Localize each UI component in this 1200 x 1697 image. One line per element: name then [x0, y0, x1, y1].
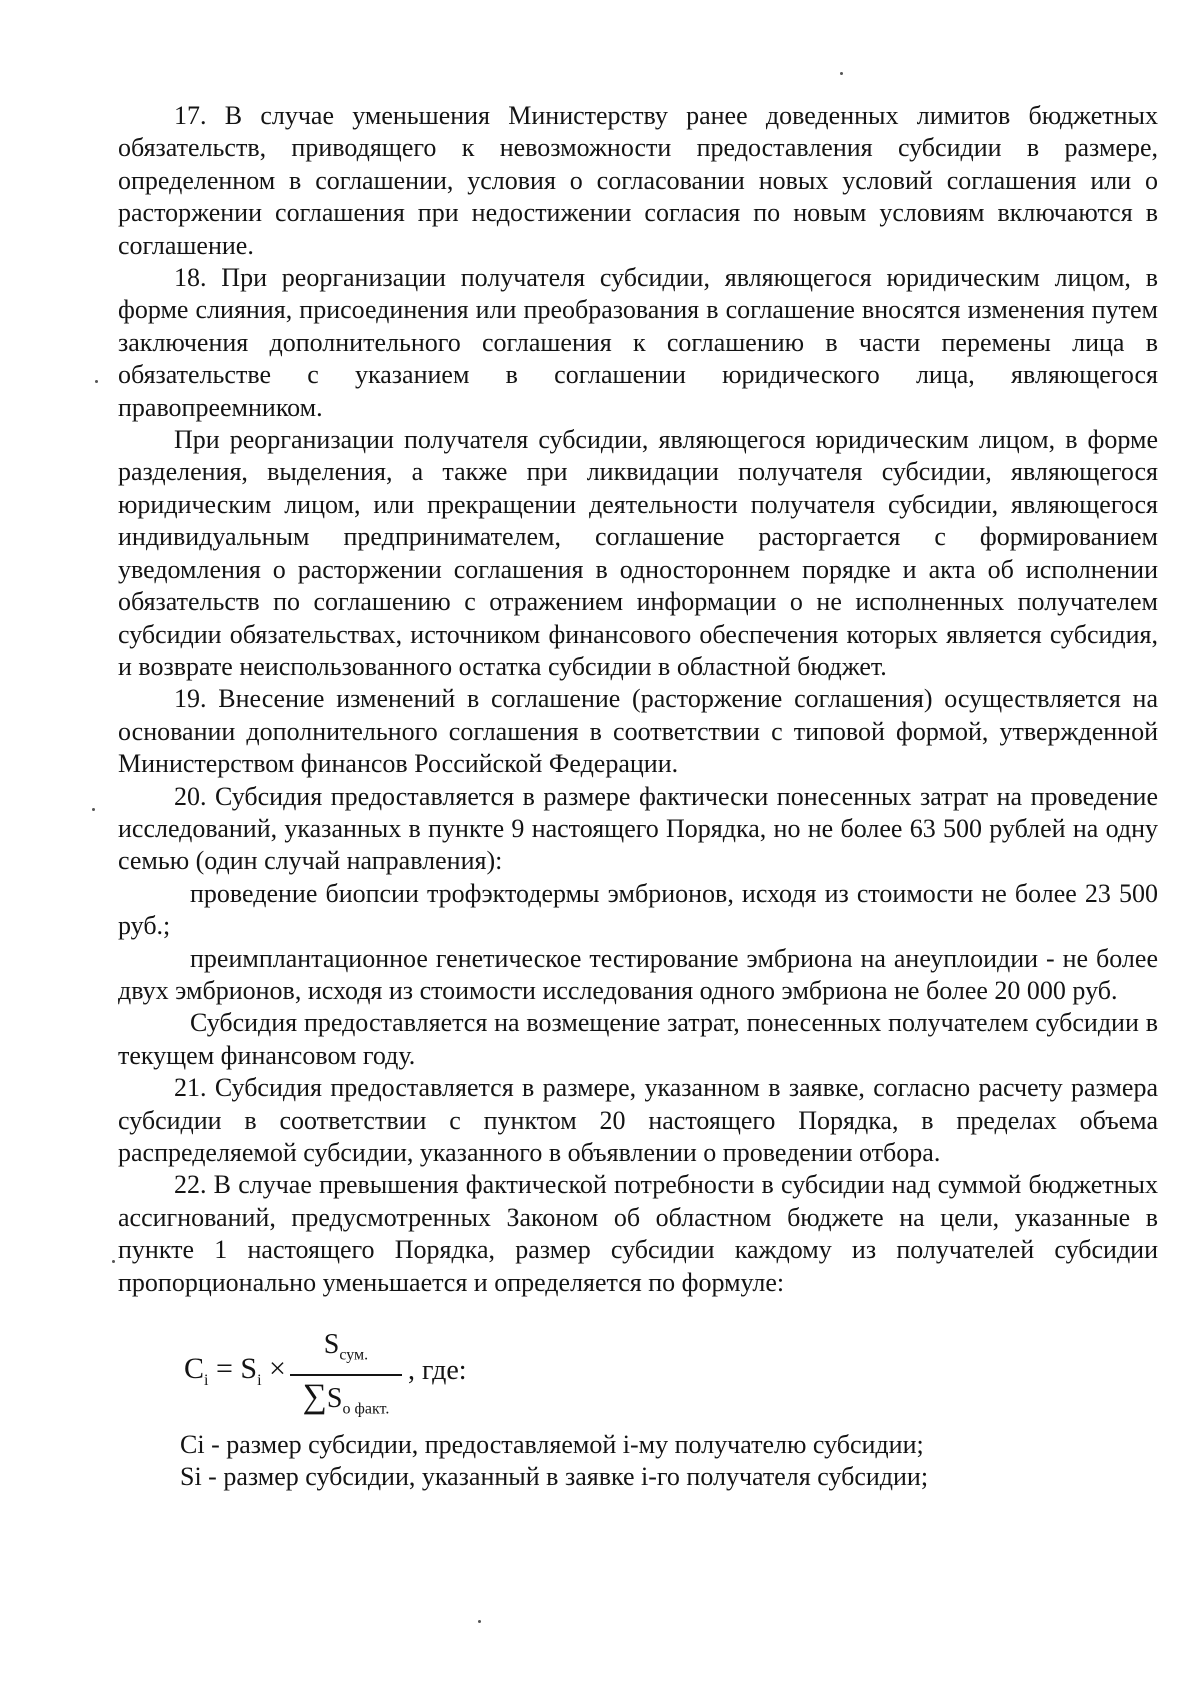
- definition-si: Si - размер субсидии, указанный в заявке i-го получателя субсидии;: [180, 1462, 929, 1492]
- paragraph-20: 20. Субсидия предоставляется в размере фактически понесенных затрат на проведение исследований, указанных в пункте 9 настоящего Порядка, но не более 63 500 рублей на одну семью (один случай направления):: [118, 781, 1158, 876]
- paragraph-20-item-1: проведение биопсии трофэктодермы эмбрионов, исходя из стоимости не более 23 500 руб.;: [118, 878, 1158, 941]
- paragraph-20-note: Субсидия предоставляется на возмещение затрат, понесенных получателем субсидии в текущем финансовом году.: [118, 1008, 1158, 1070]
- scan-speck: [840, 72, 843, 75]
- scan-speck: [478, 1620, 481, 1623]
- formula-lhs: $C_i = S_i$ ×: [184, 1352, 286, 1390]
- subsidy-formula: [118, 1323, 1158, 1419]
- paragraph-20-item-2: преимплантационное генетическое тестирование эмбриона на анеуплоидии - не более двух эмбрионов, исходя из стоимости исследования одного эмбриона не более 20 000 руб.: [118, 943, 1158, 1005]
- document-page: [118, 100, 1158, 1494]
- fraction-bar: [290, 1374, 402, 1376]
- formula-fraction: [290, 1329, 402, 1426]
- formula-tail: , где:: [408, 1355, 467, 1387]
- scan-speck: [112, 1260, 115, 1263]
- definition-ci: Ci - размер субсидии, предоставляемой i-му получателю субсидии;: [180, 1430, 924, 1460]
- paragraph-19: 19. Внесение изменений в соглашение (расторжение соглашения) осуществляется на основании дополнительного соглашения в соответствии с типовой формой, утвержденной Министерством финансов Российской Федерации.: [118, 684, 1158, 779]
- scan-speck: [95, 380, 98, 383]
- paragraph-22: 22. В случае превышения фактической потребности в субсидии над суммой бюджетных ассигнований, предусмотренных Законом об областном бюджете на цели, указанные в пункте 1 настоящего Порядка, размер субсидии каждому из получателей субсидии пропорционально уменьшается и определяется по формуле:: [118, 1170, 1158, 1297]
- paragraph-18: 18. При реорганизации получателя субсидии, являющегося юридическим лицом, в форме слияния, присоединения или преобразования в соглашение вносятся изменения путем заключения дополнительного соглашения к соглашению в части перемены лица в обязательстве с указанием в соглашении юридического лица, являющегося правопреемником.: [118, 263, 1158, 422]
- paragraph-18-cont: При реорганизации получателя субсидии, являющегося юридическим лицом, в форме разделения, выделения, а также при ликвидации получателя субсидии, являющегося юридическим лицом, или прекращении деятельности получателя субсидии, являющегося индивидуальным предпринимателем, соглашение расторгается с формированием уведомления о расторжении соглашения в одностороннем порядке и акта об исполнении обязательств по соглашению с отражением информации о не исполненных получателем субсидии обязательствах, источником финансового обеспечения которых является субсидия, и возврате неиспользованного остатка субсидии в областной бюджет.: [118, 425, 1158, 681]
- scan-speck: [92, 808, 95, 811]
- paragraph-17: 17. В случае уменьшения Министерству ранее доведенных лимитов бюджетных обязательств, приводящего к невозможности предоставления субсидии в размере, определенном в соглашении, условия о согласовании новых условий соглашения или о расторжении соглашения при недостижении согласия по новым условиям включаются в соглашение.: [118, 101, 1158, 260]
- paragraph-21: 21. Субсидия предоставляется в размере, указанном в заявке, согласно расчету размера субсидии в соответствии с пунктом 20 настоящего Порядка, в пределах объема распределяемой субсидии, указанного в объявлении о проведении отбора.: [118, 1073, 1158, 1167]
- formula-numerator: $S_{сум.}$: [323, 1329, 369, 1364]
- formula-denominator: $\sum S_{о факт.}$: [302, 1377, 390, 1418]
